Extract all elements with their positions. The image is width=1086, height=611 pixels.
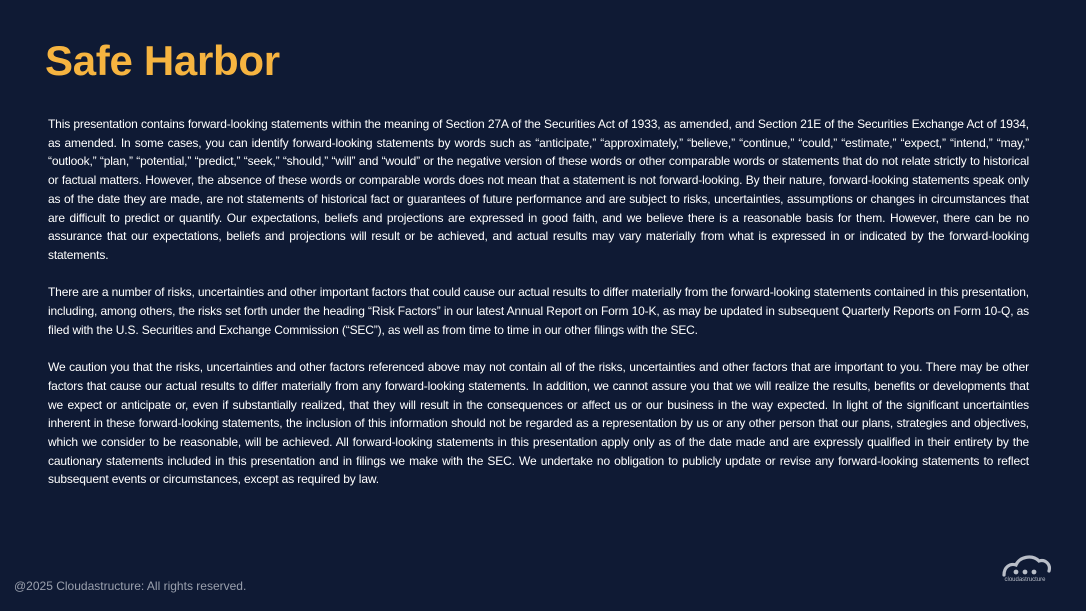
paragraph-risk-factors: There are a number of risks, uncertainties and other important factors that could cause our actual results to differ materially from the forward-looking statements contained in this presentation, including, among others, the risks set forth under the heading “Risk Factors” in our latest Annual Report on Form 10-K, as may be updated in subsequent Quarterly Reports on Form 10-Q, as filed with the U.S. Securities and Exchange Commission (“SEC”), as well as from time to time in our other filings with the SEC. [48,285,1029,337]
paragraph-forward-looking: This presentation contains forward-looking statements within the meaning of Section 27A of the Securities Act of 1933, as amended, and Section 21E of the Securities Exchange Act of 1934, as amended. In some cases, you can identify forward-looking statements by words such as “anticipate,” “approximately,” “believe,” “continue,” “could,” “estimate,” “expect,” “intend,” “may,” “outlook,” “plan,” “potential,” “predict,” “seek,” “should,” “will” and “would” or the negative version of these words or other comparable words or statements that do not relate strictly to historical or factual matters. However, the absence of these words or comparable words does not mean that a statement is not forward-looking. By their nature, forward-looking statements speak only as of the date they are made, are not statements of historical fact or guarantees of future performance and are subject to risks, uncertainties, assumptions or changes in circumstances that are difficult to predict or quantify. Our expectations, beliefs and projections are expressed in good faith, and we believe there is a reasonable basis for them. However, there can be no assurance that our expectations, beliefs and projections will result or be achieved, and actual results may vary materially from what is expressed in or indicated by the forward-looking statements. [48,117,1029,262]
slide-body [48,115,1029,508]
paragraph-caution: We caution you that the risks, uncertainties and other factors referenced above may not contain all of the risks, uncertainties and other factors that are important to you. There may be other factors that cause our actual results to differ materially from any forward-looking statements. In addition, we cannot assure you that we will realize the results, benefits or developments that we expect or anticipate or, even if substantially realized, that they will result in the consequences or affect us or our business in the way expected. In light of the significant uncertainties inherent in these forward-looking statements, the inclusion of this information should not be regarded as a representation by us or any other person that our plans, strategies and objectives, which we consider to be reasonable, will be achieved. All forward-looking statements in this presentation apply only as of the date made and are expressly qualified in their entirety by the cautionary statements included in this presentation and in filings we make with the SEC. We undertake no obligation to publicly update or revise any forward-looking statements to reflect subsequent events or circumstances, except as required by law. [48,360,1029,487]
logo-wordmark: cloudastructure [1004,577,1046,583]
company-logo [998,553,1052,587]
cloudastructure-logo-icon [998,553,1052,577]
copyright-footer: @2025 Cloudastructure: All rights reserved. [14,579,247,593]
slide-title: Safe Harbor [45,37,280,84]
